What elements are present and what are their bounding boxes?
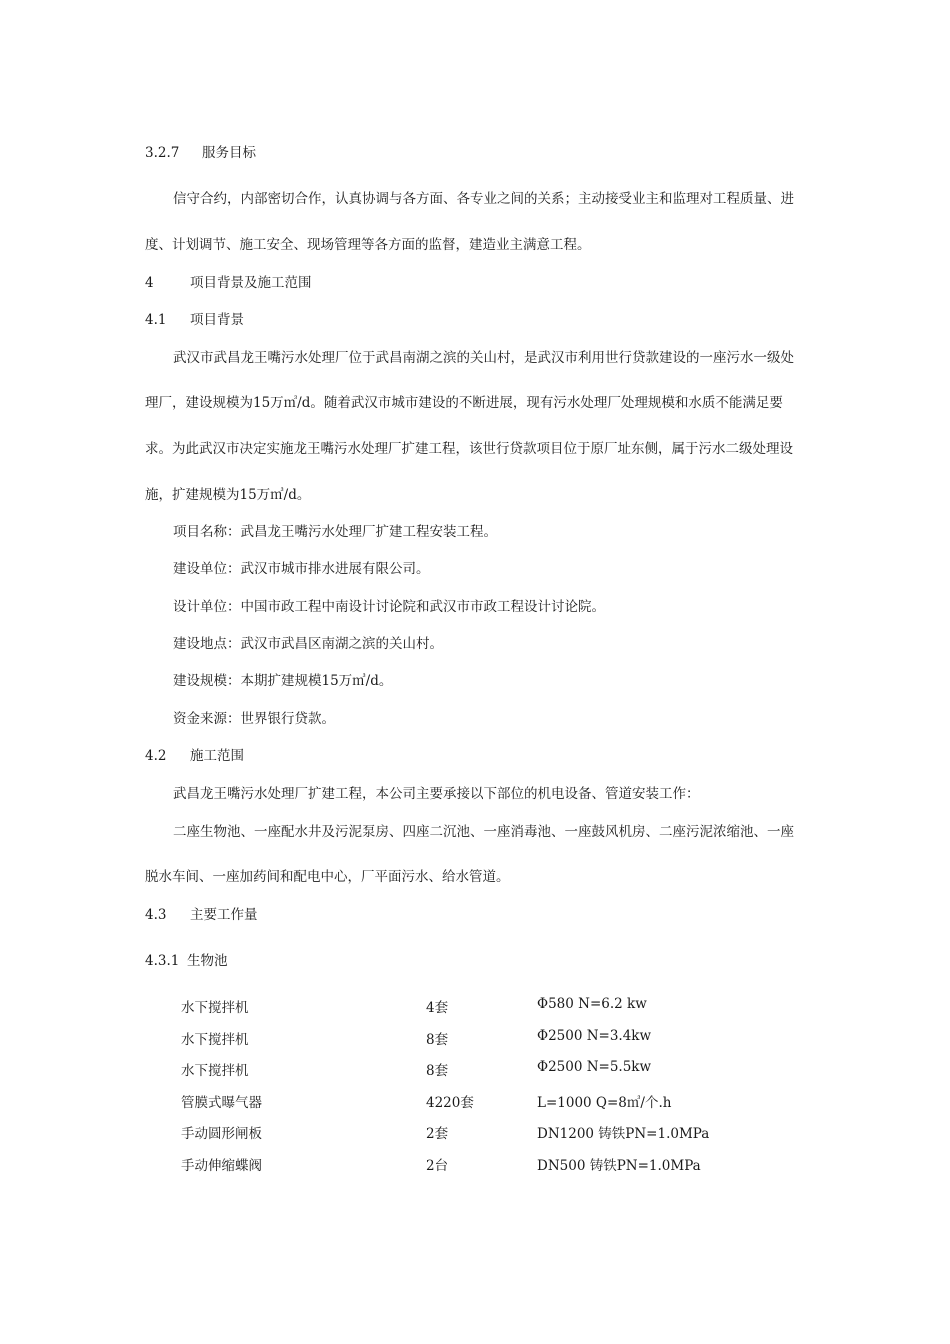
project-name-line: 项目名称：武昌龙王嘴污水处理厂扩建工程安装工程。	[173, 524, 497, 540]
equipment-quantity: 4套	[426, 1000, 449, 1016]
section-title: 项目背景及施工范围	[190, 275, 312, 291]
paragraph-line: 理厂，建设规模为15万㎥/d。随着武汉市城市建设的不断进展，现有污水处理厂处理规模和水质不能满足要	[145, 395, 783, 411]
section-number: 4.2	[145, 748, 167, 764]
equipment-name: 水下搅拌机	[181, 1032, 249, 1048]
paragraph-line: 信守合约，内部密切合作，认真协调与各方面、各专业之间的关系；主动接受业主和监理对工程质量、进	[173, 191, 794, 207]
location-line: 建设地点：武汉市武昌区南湖之滨的关山村。	[173, 636, 443, 652]
section-4-3-heading	[145, 903, 258, 923]
section-number: 3.2.7	[145, 145, 180, 161]
section-number: 4.3	[145, 907, 167, 923]
section-title: 项目背景	[190, 312, 244, 328]
paragraph-line: 武汉市武昌龙王嘴污水处理厂位于武昌南湖之滨的关山村，是武汉市利用世行贷款建设的一座污水一级处	[173, 350, 794, 366]
client-line: 建设单位：武汉市城市排水进展有限公司。	[173, 561, 430, 577]
equipment-quantity: 8套	[426, 1032, 449, 1048]
equipment-quantity: 2台	[426, 1158, 449, 1174]
funding-line: 资金来源：世界银行贷款。	[173, 711, 335, 727]
design-unit-line: 设计单位：中国市政工程中南设计讨论院和武汉市市政工程设计讨论院。	[173, 599, 605, 615]
section-title: 生物池	[187, 953, 228, 969]
section-number: 4.1	[145, 312, 167, 328]
equipment-quantity: 4220套	[426, 1095, 474, 1111]
paragraph-line: 求。为此武汉市决定实施龙王嘴污水处理厂扩建工程，该世行贷款项目位于原厂址东侧，属于污水二级处理设	[145, 441, 793, 457]
equipment-name: 手动伸缩蝶阀	[181, 1158, 262, 1174]
equipment-quantity: 2套	[426, 1126, 449, 1142]
equipment-spec: DN500 铸铁PN=1.0MPa	[537, 1158, 701, 1174]
equipment-name: 手动圆形闸板	[181, 1126, 262, 1142]
section-3-2-7-heading	[145, 141, 256, 161]
paragraph-line: 施，扩建规模为15万㎥/d。	[145, 487, 311, 503]
section-4-1-heading	[145, 308, 244, 328]
equipment-spec: Φ2500 N=3.4kw	[537, 1028, 652, 1044]
section-title: 服务目标	[202, 145, 256, 161]
equipment-spec: Φ2500 N=5.5kw	[537, 1059, 652, 1075]
section-title: 主要工作量	[190, 907, 258, 923]
equipment-spec: DN1200 铸铁PN=1.0MPa	[537, 1126, 710, 1142]
equipment-name: 水下搅拌机	[181, 1000, 249, 1016]
section-number: 4.3.1	[145, 953, 180, 969]
section-4-heading	[145, 271, 312, 291]
section-4-3-1-heading	[145, 949, 228, 969]
equipment-quantity: 8套	[426, 1063, 449, 1079]
paragraph-line: 度、计划调节、施工安全、现场管理等各方面的监督，建造业主满意工程。	[145, 237, 591, 253]
scale-line: 建设规模：本期扩建规模15万㎥/d。	[173, 673, 393, 689]
paragraph-line: 脱水车间、一座加药间和配电中心，厂平面污水、给水管道。	[145, 869, 510, 885]
section-title: 施工范围	[190, 748, 244, 764]
equipment-spec: L=1000 Q=8㎥/个.h	[537, 1095, 672, 1111]
equipment-spec: Φ580 N=6.2 kw	[537, 996, 647, 1012]
equipment-name: 管膜式曝气器	[181, 1095, 262, 1111]
section-number: 4	[145, 275, 154, 291]
section-4-2-heading	[145, 744, 244, 764]
equipment-name: 水下搅拌机	[181, 1063, 249, 1079]
paragraph-line: 二座生物池、一座配水井及污泥泵房、四座二沉池、一座消毒池、一座鼓风机房、二座污泥浓缩池、一座	[173, 824, 794, 840]
paragraph-line: 武昌龙王嘴污水处理厂扩建工程，本公司主要承接以下部位的机电设备、管道安装工作：	[173, 786, 700, 802]
